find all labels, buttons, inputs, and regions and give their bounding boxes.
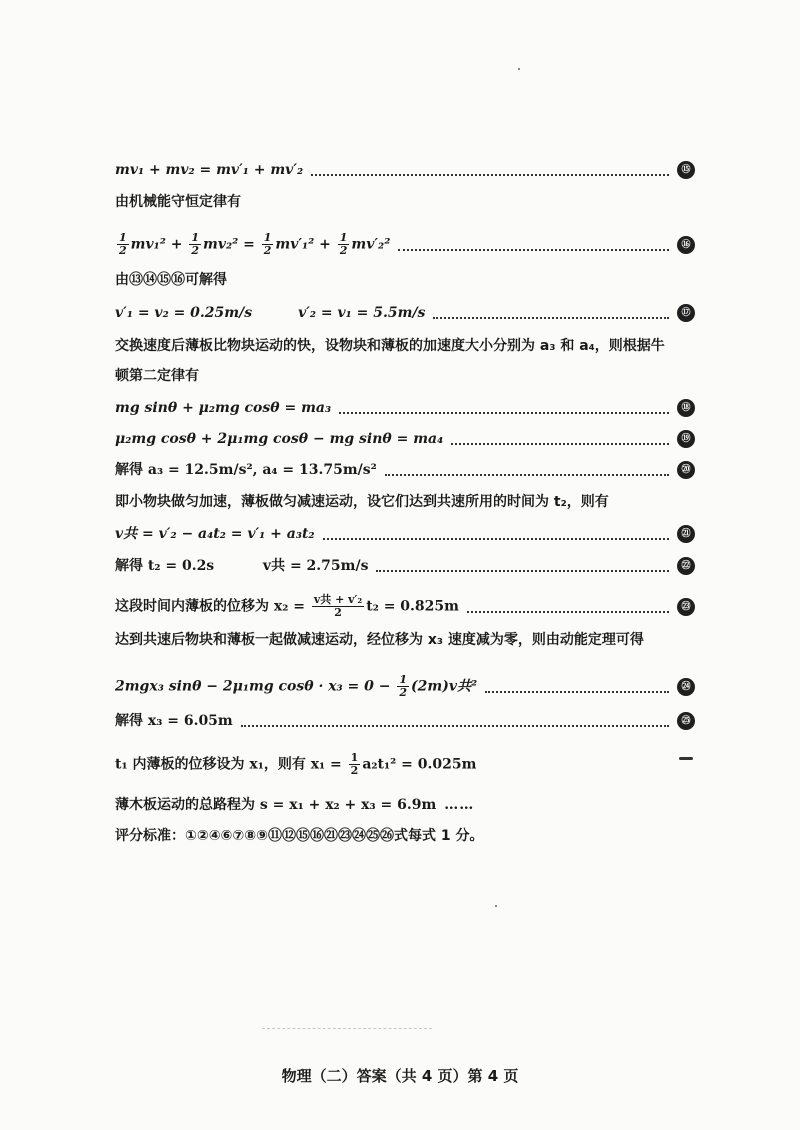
leader-dots — [485, 689, 669, 693]
text-line: 即小物块做匀加速，薄板做匀减速运动，设它们达到共速所用的时间为 t₂，则有 — [115, 494, 609, 510]
leader-dots — [451, 441, 669, 445]
equation-25: 解得 x₃ = 6.05m ㉕ — [115, 711, 695, 731]
equation-26: t₁ 内薄板的位移设为 x₁，则有 x₁ = $\frac{1}{2}$ a₂t₁² = 0.025m — [115, 751, 477, 777]
equation-21: v共 = v′₂ − a₄t₂ = v′₁ + a₃t₂ ㉑ — [115, 524, 695, 544]
equation-number: ⑳ — [677, 461, 695, 479]
equation-19: μ₂mg cosθ + 2μ₁mg cosθ − mg sinθ = ma₄ ⑲ — [115, 429, 695, 449]
scoring-criteria: 评分标准：①②④⑥⑦⑧⑨⑪⑫⑮⑯㉑㉓㉔㉕㉖式每式 1 分。 — [115, 828, 484, 844]
leader-dots — [376, 568, 669, 572]
leader-dots — [323, 536, 669, 540]
total-distance-line: 薄木板运动的总路程为 s = x₁ + x₂ + x₃ = 6.9m …… — [115, 797, 475, 813]
leader-dots — [433, 315, 669, 319]
leader-dots — [385, 472, 669, 476]
leader-dots — [467, 609, 669, 613]
equation-number: ⑯ — [677, 236, 695, 254]
equation-number: ㉓ — [677, 598, 695, 616]
dash-mark — [679, 757, 693, 760]
text-line: 由⑬⑭⑮⑯可解得 — [115, 272, 227, 288]
equation-15: mv₁ + mv₂ = mv′₁ + mv′₂ ⑮ — [115, 160, 695, 180]
equation-number: ⑱ — [677, 399, 695, 417]
equation-number: ⑮ — [677, 161, 695, 179]
text-line: 交换速度后薄板比物块运动的快，设物块和薄板的加速度大小分别为 a₃ 和 a₄，则根据牛 — [115, 338, 665, 354]
text-line: 达到共速后物块和薄板一起做减速运动，经位移为 x₃ 速度减为零，则由动能定理可得 — [115, 632, 644, 648]
equation-20: 解得 a₃ = 12.5m/s², a₄ = 13.75m/s² ⑳ — [115, 460, 695, 480]
equation-22: 解得 t₂ = 0.2s v共 = 2.75m/s ㉒ — [115, 556, 695, 576]
leader-dots — [339, 410, 669, 414]
equation-23: 这段时间内薄板的位移为 x₂ = $\frac{\text{v共 + v′₂}}{2}$ t₂ = 0.825m ㉓ — [115, 594, 695, 619]
leader-dots — [311, 172, 669, 176]
equation-16: $\frac{1}{2}$ mv₁² + $\frac{1}{2}$ mv₂² = $\frac{1}{2}$ mv′₁² + $\frac{1}{2}$ mv′₂² ⑯ — [115, 232, 695, 257]
text-line: 由机械能守恒定律有 — [115, 194, 241, 210]
equation-24: 2mgx₃ sinθ − 2μ₁mg cosθ · x₃ = 0 − $\frac{1}{2}$ (2m)v共² ㉔ — [115, 674, 695, 699]
equation-number: ⑲ — [677, 430, 695, 448]
equation-number: ㉕ — [677, 712, 695, 730]
equation-number: ㉒ — [677, 557, 695, 575]
equation-18: mg sinθ + μ₂mg cosθ = ma₃ ⑱ — [115, 398, 695, 418]
faint-rule — [262, 1028, 432, 1029]
leader-dots — [398, 247, 669, 251]
equation-17: v′₁ = v₂ = 0.25m/s v′₂ = v₁ = 5.5m/s ⑰ — [115, 303, 695, 323]
equation-number: ㉔ — [677, 678, 695, 696]
page-footer: 物理（二）答案（共 4 页）第 4 页 — [281, 1067, 519, 1085]
text-line: 顿第二定律有 — [115, 368, 199, 384]
leader-dots — [241, 723, 669, 727]
equation-number: ㉑ — [677, 525, 695, 543]
equation-number: ⑰ — [677, 304, 695, 322]
